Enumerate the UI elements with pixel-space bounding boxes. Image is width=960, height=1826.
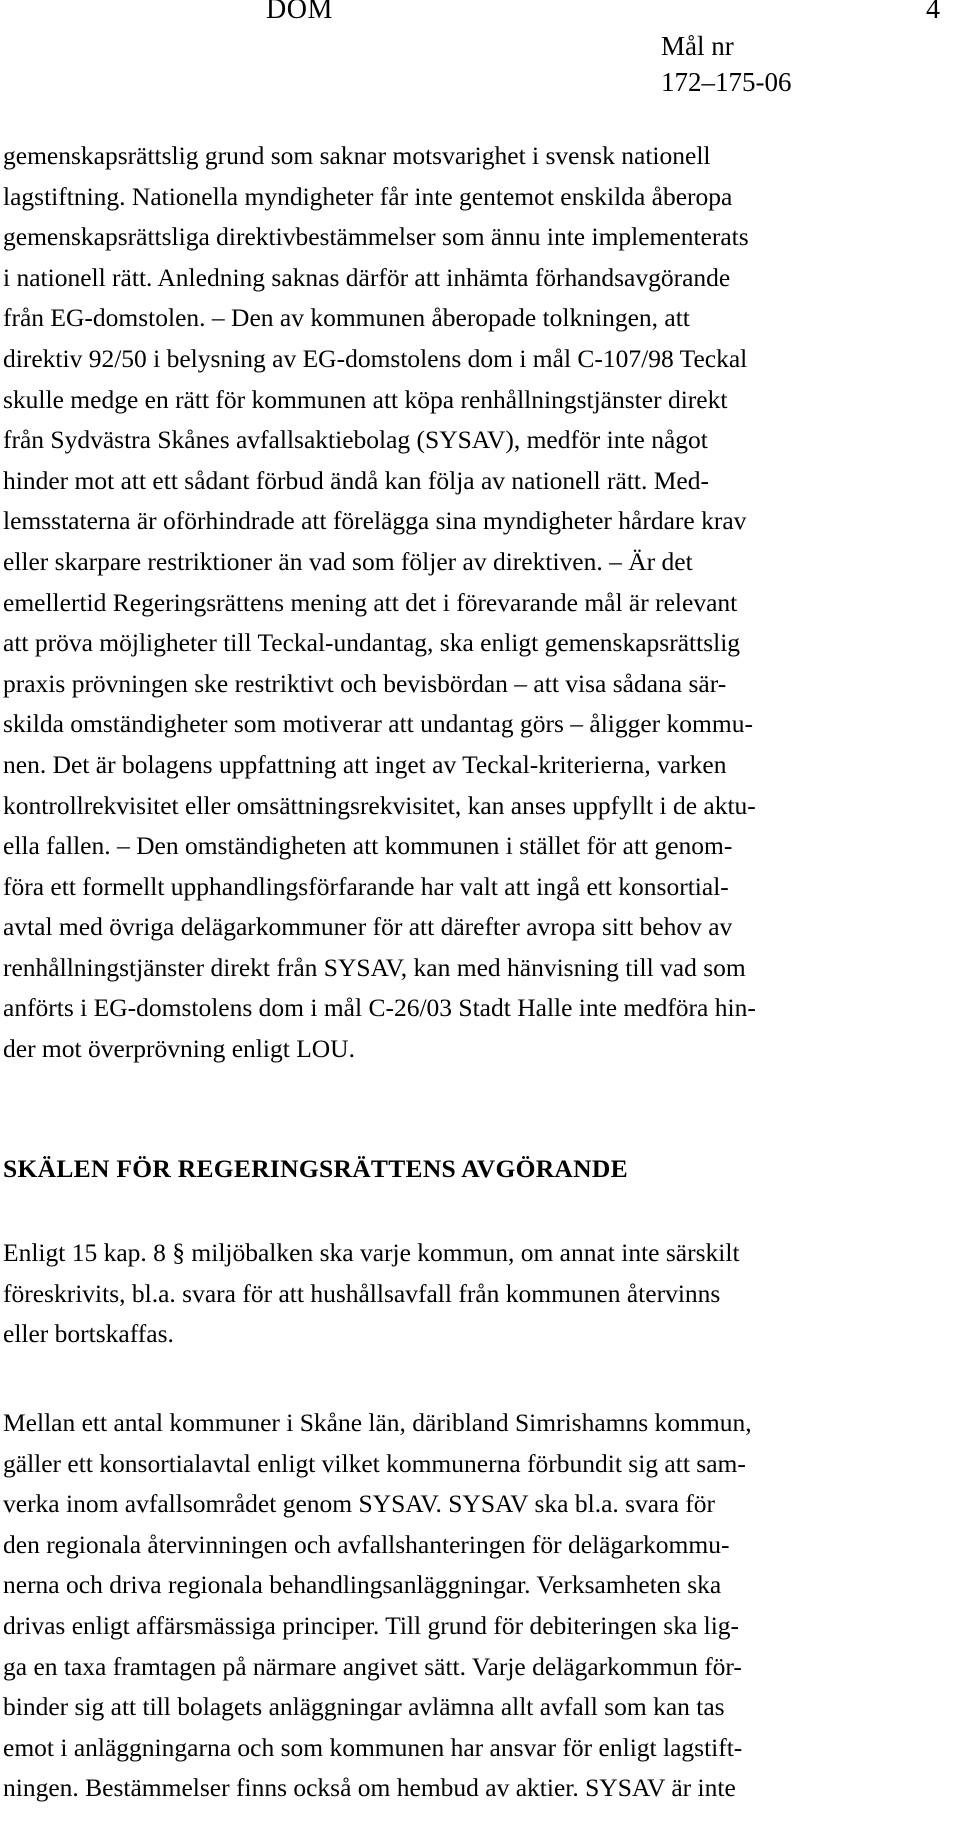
text-line: från Sydvästra Skånes avfallsaktiebolag (SYSAV), medför inte något	[3, 425, 708, 455]
text-line: emellertid Regeringsrättens mening att det i förevarande mål är relevant	[3, 587, 738, 617]
text-line: skulle medge en rätt för kommunen att köpa renhållningstjänster direkt	[3, 384, 728, 414]
text-line: från EG-domstolen. – Den av kommunen åberopade tolkningen, att	[3, 303, 690, 333]
text-line: att pröva möjligheter till Teckal-undantag, ska enligt gemenskapsrättslig	[3, 628, 741, 658]
text-line: praxis prövningen ske restriktivt och bevisbördan – att visa sådana sär-	[3, 668, 727, 698]
text-line: ella fallen. – Den omständigheten att kommunen i stället för att genom-	[3, 831, 733, 861]
text-line: emot i anläggningarna och som kommunen har ansvar för enligt lagstift-	[3, 1732, 743, 1762]
text-line: eller skarpare restriktioner än vad som följer av direktiven. – Är det	[3, 546, 693, 576]
text-line: ningen. Bestämmelser finns också om hembud av aktier. SYSAV är inte	[3, 1773, 736, 1803]
text-line: direktiv 92/50 i belysning av EG-domstolens dom i mål C-107/98 Teckal	[3, 343, 748, 373]
text-line: föreskrivits, bl.a. svara för att hushållsavfall från kommunen återvinns	[3, 1278, 721, 1308]
text-line: kontrollrekvisitet eller omsättningsrekvisitet, kan anses uppfyllt i de aktu-	[3, 790, 756, 820]
text-line: renhållningstjänster direkt från SYSAV, kan med hänvisning till vad som	[3, 952, 746, 982]
text-line: nen. Det är bolagens uppfattning att inget av Teckal-kriterierna, varken	[3, 749, 727, 779]
paragraph-konsortialavtal	[3, 1403, 903, 1809]
text-line: drivas enligt affärsmässiga principer. Till grund för debiteringen ska lig-	[3, 1610, 740, 1640]
text-line: eller bortskaffas.	[3, 1319, 174, 1349]
paragraph-bolagens-argument	[3, 136, 903, 1070]
text-line: i nationell rätt. Anledning saknas därför att inhämta förhandsavgörande	[3, 262, 731, 292]
text-line: gemenskapsrättsliga direktivbestämmelser som ännu inte implementerats	[3, 222, 749, 252]
text-line: lagstiftning. Nationella myndigheter får inte gentemot enskilda åberopa	[3, 181, 733, 211]
text-line: verka inom avfallsområdet genom SYSAV. SYSAV ska bl.a. svara för	[3, 1489, 716, 1519]
text-line: hinder mot att ett sådant förbud ändå kan följa av nationell rätt. Med-	[3, 465, 709, 495]
text-line: Mellan ett antal kommuner i Skåne län, däribland Simrishamns kommun,	[3, 1408, 752, 1437]
text-line: lemsstaterna är oförhindrade att förelägga sina myndigheter hårdare krav	[3, 506, 747, 536]
text-line: avtal med övriga delägarkommuner för att därefter avropa sitt behov av	[3, 912, 733, 942]
text-line: gäller ett konsortialavtal enligt vilket kommunerna förbundit sig att sam-	[3, 1448, 746, 1478]
case-number-label: Mål nr	[661, 31, 734, 61]
paragraph-miljobalken	[3, 1233, 903, 1355]
text-line: binder sig att till bolagets anläggningar avlämna allt avfall som kan tas	[3, 1692, 725, 1722]
section-heading: SKÄLEN FÖR REGERINGSRÄTTENS AVGÖRANDE	[3, 1154, 628, 1183]
text-line: anförts i EG-domstolens dom i mål C-26/03 Stadt Halle inte medföra hin-	[3, 993, 756, 1023]
text-line: föra ett formellt upphandlingsförfarande har valt att ingå ett konsortial-	[3, 871, 729, 901]
document-type-title: DOM	[266, 0, 333, 25]
text-line: Enligt 15 kap. 8 § miljöbalken ska varje kommun, om annat inte särskilt	[3, 1238, 740, 1267]
text-line: skilda omständigheter som motiverar att undantag görs – åligger kommu-	[3, 709, 753, 739]
text-line: ga en taxa framtagen på närmare angivet sätt. Varje delägarkommun för-	[3, 1651, 742, 1681]
text-line: den regionala återvinningen och avfallshanteringen för delägarkommu-	[3, 1529, 730, 1559]
text-line: nerna och driva regionala behandlingsanläggningar. Verksamheten ska	[3, 1570, 722, 1600]
page-number: 4	[926, 0, 940, 25]
text-line: gemenskapsrättslig grund som saknar motsvarighet i svensk nationell	[3, 141, 711, 170]
text-line: der mot överprövning enligt LOU.	[3, 1034, 355, 1064]
case-number: 172–175-06	[661, 67, 792, 97]
